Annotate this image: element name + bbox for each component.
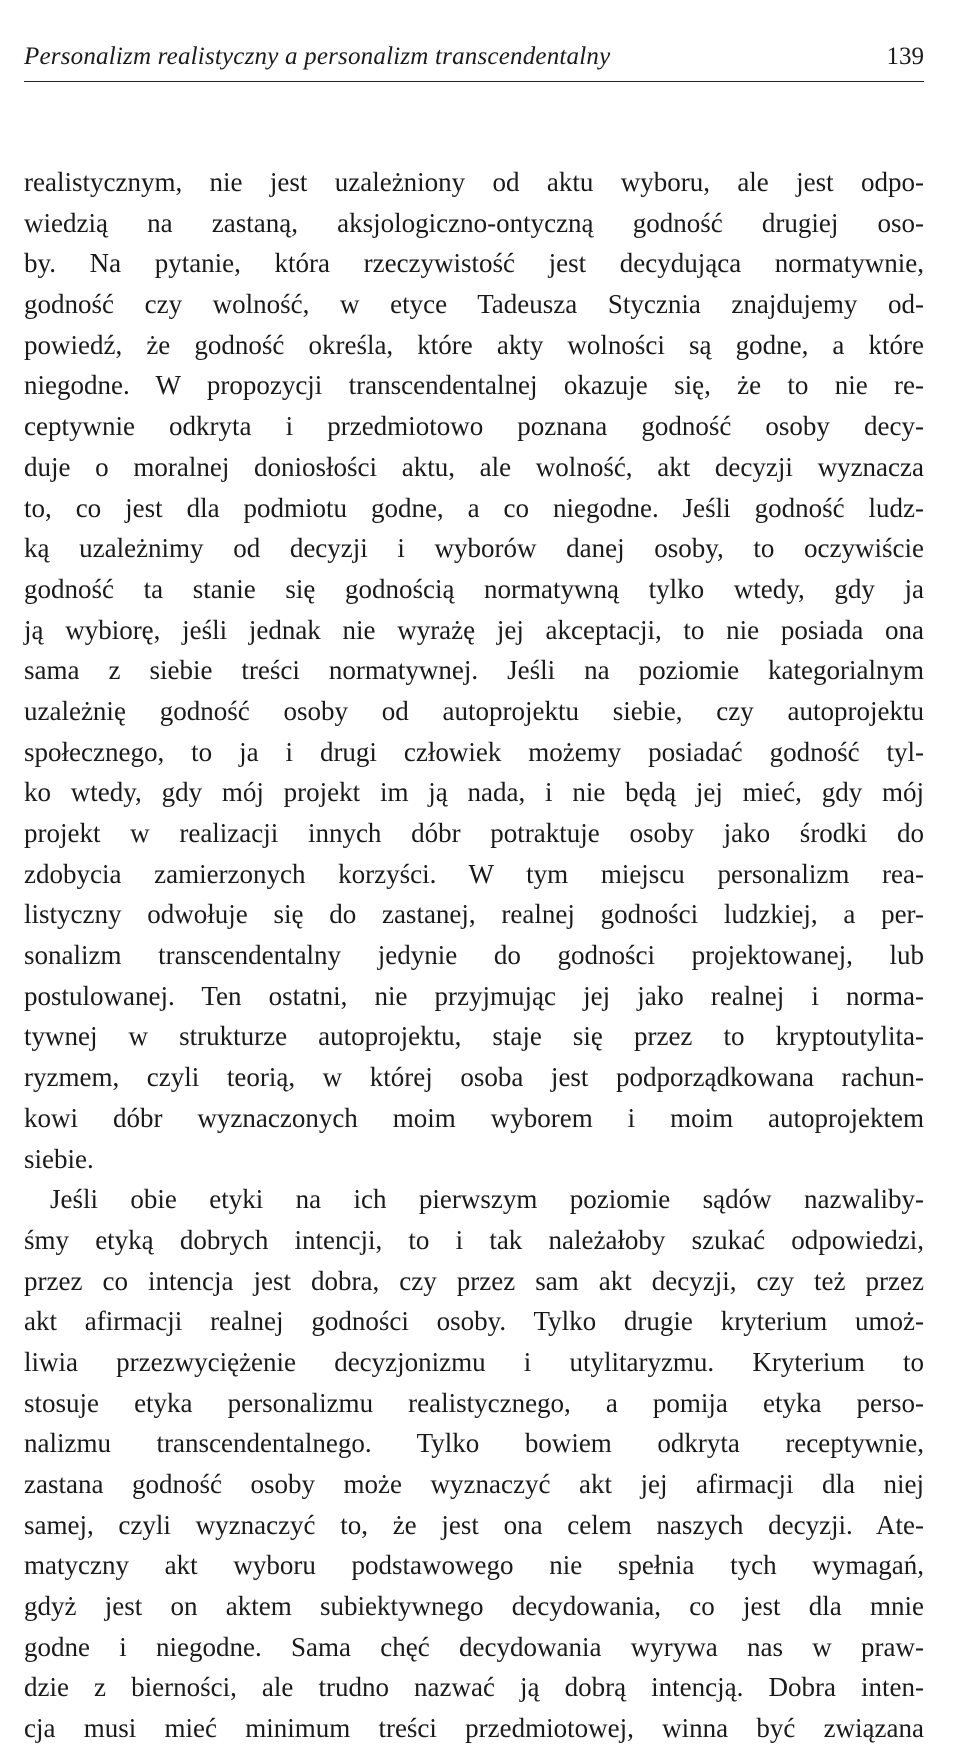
text-line: godne i niegodne. Sama chęć decydowania wyrywa nas w praw- [24,1631,924,1662]
text-line: siebie. [24,1143,94,1174]
text-line: realistycznym, nie jest uzależniony od aktu wyboru, ale jest odpo- [24,167,924,197]
text-line: gdyż jest on aktem subiektywnego decydowania, co jest dla mnie [24,1591,924,1622]
text-line: kowi dóbr wyznaczonych moim wyborem i moim autoprojektem [24,1102,924,1133]
text-line: zdobycia zamierzonych korzyści. W tym miejscu personalizm rea- [24,858,924,889]
text-line: nalizmu transcendentalnego. Tylko bowiem odkryta receptywnie, [24,1428,924,1459]
page-number: 139 [886,43,924,70]
text-line: cja musi mieć minimum treści przedmiotowej, winna być związana [24,1713,924,1744]
text-line: ko wtedy, gdy mój projekt im ją nada, i nie będą jej mieć, gdy mój [24,777,924,808]
text-line: sama z siebie treści normatywnej. Jeśli na poziomie kategorialnym [24,655,924,686]
text-line: powiedź, że godność określa, które akty wolności są godne, a które [24,329,924,360]
text-line: ceptywnie odkryta i przedmiotowo poznana godność osoby decy- [24,411,924,442]
text-line: sonalizm transcendentalny jedynie do godności projektowanej, lub [24,940,924,971]
running-title: Personalizm realistyczny a personalizm transcendentalny [24,43,611,70]
text-line: zastana godność osoby może wyznaczyć akt jej afirmacji dla niej [24,1469,924,1499]
text-line: matyczny akt wyboru podstawowego nie spełnia tych wymagań, [24,1550,924,1581]
text-line: wiedzią na zastaną, aksjologiczno-ontyczną godność drugiej oso- [24,207,924,238]
text-line: społecznego, to ja i drugi człowiek możemy posiadać godność tyl- [24,736,924,767]
text-line: liwia przezwyciężenie decyzjonizmu i utylitaryzmu. Kryterium to [24,1346,924,1377]
text-line: tywnej w strukturze autoprojektu, staje się przez to kryptoutylita- [24,1021,924,1052]
text-line: stosuje etyka personalizmu realistycznego, a pomija etyka perso- [24,1387,924,1418]
text-line: śmy etyką dobrych intencji, to i tak należałoby szukać odpowiedzi, [24,1224,924,1255]
text-line: uzależnię godność osoby od autoprojektu siebie, czy autoprojektu [24,695,924,726]
text-line: ją wybiorę, jeśli jednak nie wyrażę jej akceptacji, to nie posiada ona [24,614,924,645]
text-line: samej, czyli wyznaczyć to, że jest ona celem naszych decyzji. Ate- [24,1509,924,1540]
text-line: duje o moralnej doniosłości aktu, ale wolność, akt decyzji wyznacza [24,451,924,482]
body-text [24,162,924,1749]
text-line: by. Na pytanie, która rzeczywistość jest decydująca normatywnie, [24,248,924,279]
text-line: dzie z bierności, ale trudno nazwać ją dobrą intencją. Dobra inten- [24,1672,924,1703]
text-line: Jeśli obie etyki na ich pierwszym poziomie sądów nazwaliby- [50,1184,924,1215]
running-header [24,30,924,82]
text-line: godność czy wolność, w etyce Tadeusza Stycznia znajdujemy od- [24,289,924,320]
text-line: akt afirmacji realnej godności osoby. Tylko drugie kryterium umoż- [24,1306,924,1337]
text-line: ryzmem, czyli teorią, w której osoba jest podporządkowana rachun- [24,1062,924,1093]
text-line: niegodne. W propozycji transcendentalnej okazuje się, że to nie re- [24,370,924,401]
text-line: to, co jest dla podmiotu godne, a co niegodne. Jeśli godność ludz- [24,492,924,523]
text-line: godność ta stanie się godnością normatywną tylko wtedy, gdy ja [24,573,924,604]
text-line: ką uzależnimy od decyzji i wyborów danej osoby, to oczywiście [24,533,924,564]
text-line: listyczny odwołuje się do zastanej, realnej godności ludzkiej, a per- [24,899,924,930]
text-line: postulowanej. Ten ostatni, nie przyjmując jej jako realnej i norma- [24,980,924,1011]
text-line: projekt w realizacji innych dóbr potraktuje osoby jako środki do [24,818,924,848]
text-line: przez co intencja jest dobra, czy przez sam akt decyzji, czy też przez [24,1265,924,1296]
